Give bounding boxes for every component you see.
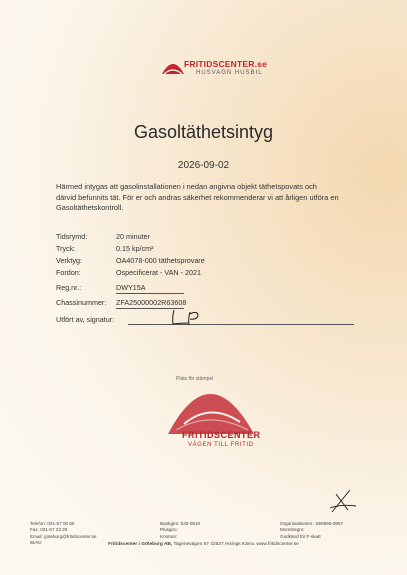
field-label: Utfört av, signatur: [56, 315, 115, 324]
footer-address [0, 542, 407, 547]
footer-bankgiro: Bankgiro: 533-0816 [160, 521, 201, 526]
logo-tagline: HUSVAGN HUSBIL [196, 70, 263, 76]
field-value: OA4078-000 täthetsprovare [116, 256, 205, 265]
intro-line: Härmed intygas att gasolinstallationen i nedan angivna objekt täthetspovats och [56, 182, 317, 191]
footer-kontonr: Kontonr: [160, 533, 178, 539]
field-tryck [56, 244, 154, 253]
footer-plusgiro: Plusgiro: [160, 527, 178, 533]
signature-line [128, 324, 354, 325]
field-verktyg [56, 256, 205, 265]
footer-company-info [280, 521, 343, 540]
field-tidsrymd [56, 232, 150, 241]
footer-iban: IBAN: [30, 540, 42, 546]
company-stamp [160, 364, 260, 464]
footer-orgnr: Organisationsnr.: 556955-0857 [280, 521, 344, 526]
field-value: 20 minuter [116, 232, 150, 241]
footer-fax: Fax: 031-57 23 30 [30, 527, 68, 533]
field-signatur [56, 315, 114, 324]
field-value: DWY15A [116, 283, 146, 292]
field-chassinummer [56, 298, 187, 307]
intro-paragraph [56, 182, 356, 214]
field-value: ZFA25000002R63608 [116, 298, 187, 307]
intro-line: Gasoltäthetskontroll. [56, 203, 124, 213]
page-title: Gasoltäthetsintyg [133, 122, 274, 142]
footer-address-text: Tagenevägen 57 42537 Hisings Kärra. www.fritidscenter.se [173, 542, 299, 547]
field-label: Reg.nr.: [56, 283, 82, 292]
certificate-date: 2026-09-02 [177, 160, 230, 171]
regnr-underline [116, 293, 184, 294]
footer-email: Email: goteborg@fritidscenter.se [30, 533, 97, 539]
logo-brand-text: FRITIDSCENTER.se [184, 59, 268, 69]
footer-company-name: Fritidscenter i Göteborg AB, [108, 542, 173, 547]
field-value: 0.15 kp/cm² [116, 244, 154, 253]
approver-signature [326, 486, 360, 518]
stamp-top-text: Plats för stämpel [176, 376, 214, 382]
handwritten-signature [168, 306, 210, 328]
field-label: Tryck: [56, 244, 76, 253]
stamp-brand-text: FRITIDSCENTER [182, 430, 261, 440]
logo-emblem-icon [160, 56, 186, 78]
footer-fskatt: Godkänd för F-skatt [280, 533, 321, 539]
intro-line: därvid befunnits tät. För er och andras säkerhet rekommenderar vi att årligen utföra en [56, 192, 339, 202]
field-label: Verktyg: [56, 256, 82, 265]
stamp-slogan-text: VÄGEN TILL FRITID [188, 442, 254, 448]
fritidscenter-logo [160, 56, 270, 82]
footer-phone: Telefon: 031-57 00 60 [30, 521, 75, 526]
field-regnr [56, 283, 146, 292]
footer-banking [160, 521, 200, 540]
footer-momsregnr: Momsregnr: [280, 527, 305, 533]
field-label: Chassinummer: [56, 298, 107, 307]
field-label: Fordon: [56, 268, 81, 277]
field-label: Tidsrymd: [56, 232, 88, 241]
field-value: Ospecificerat - VAN - 2021 [116, 268, 201, 277]
field-fordon [56, 268, 201, 277]
